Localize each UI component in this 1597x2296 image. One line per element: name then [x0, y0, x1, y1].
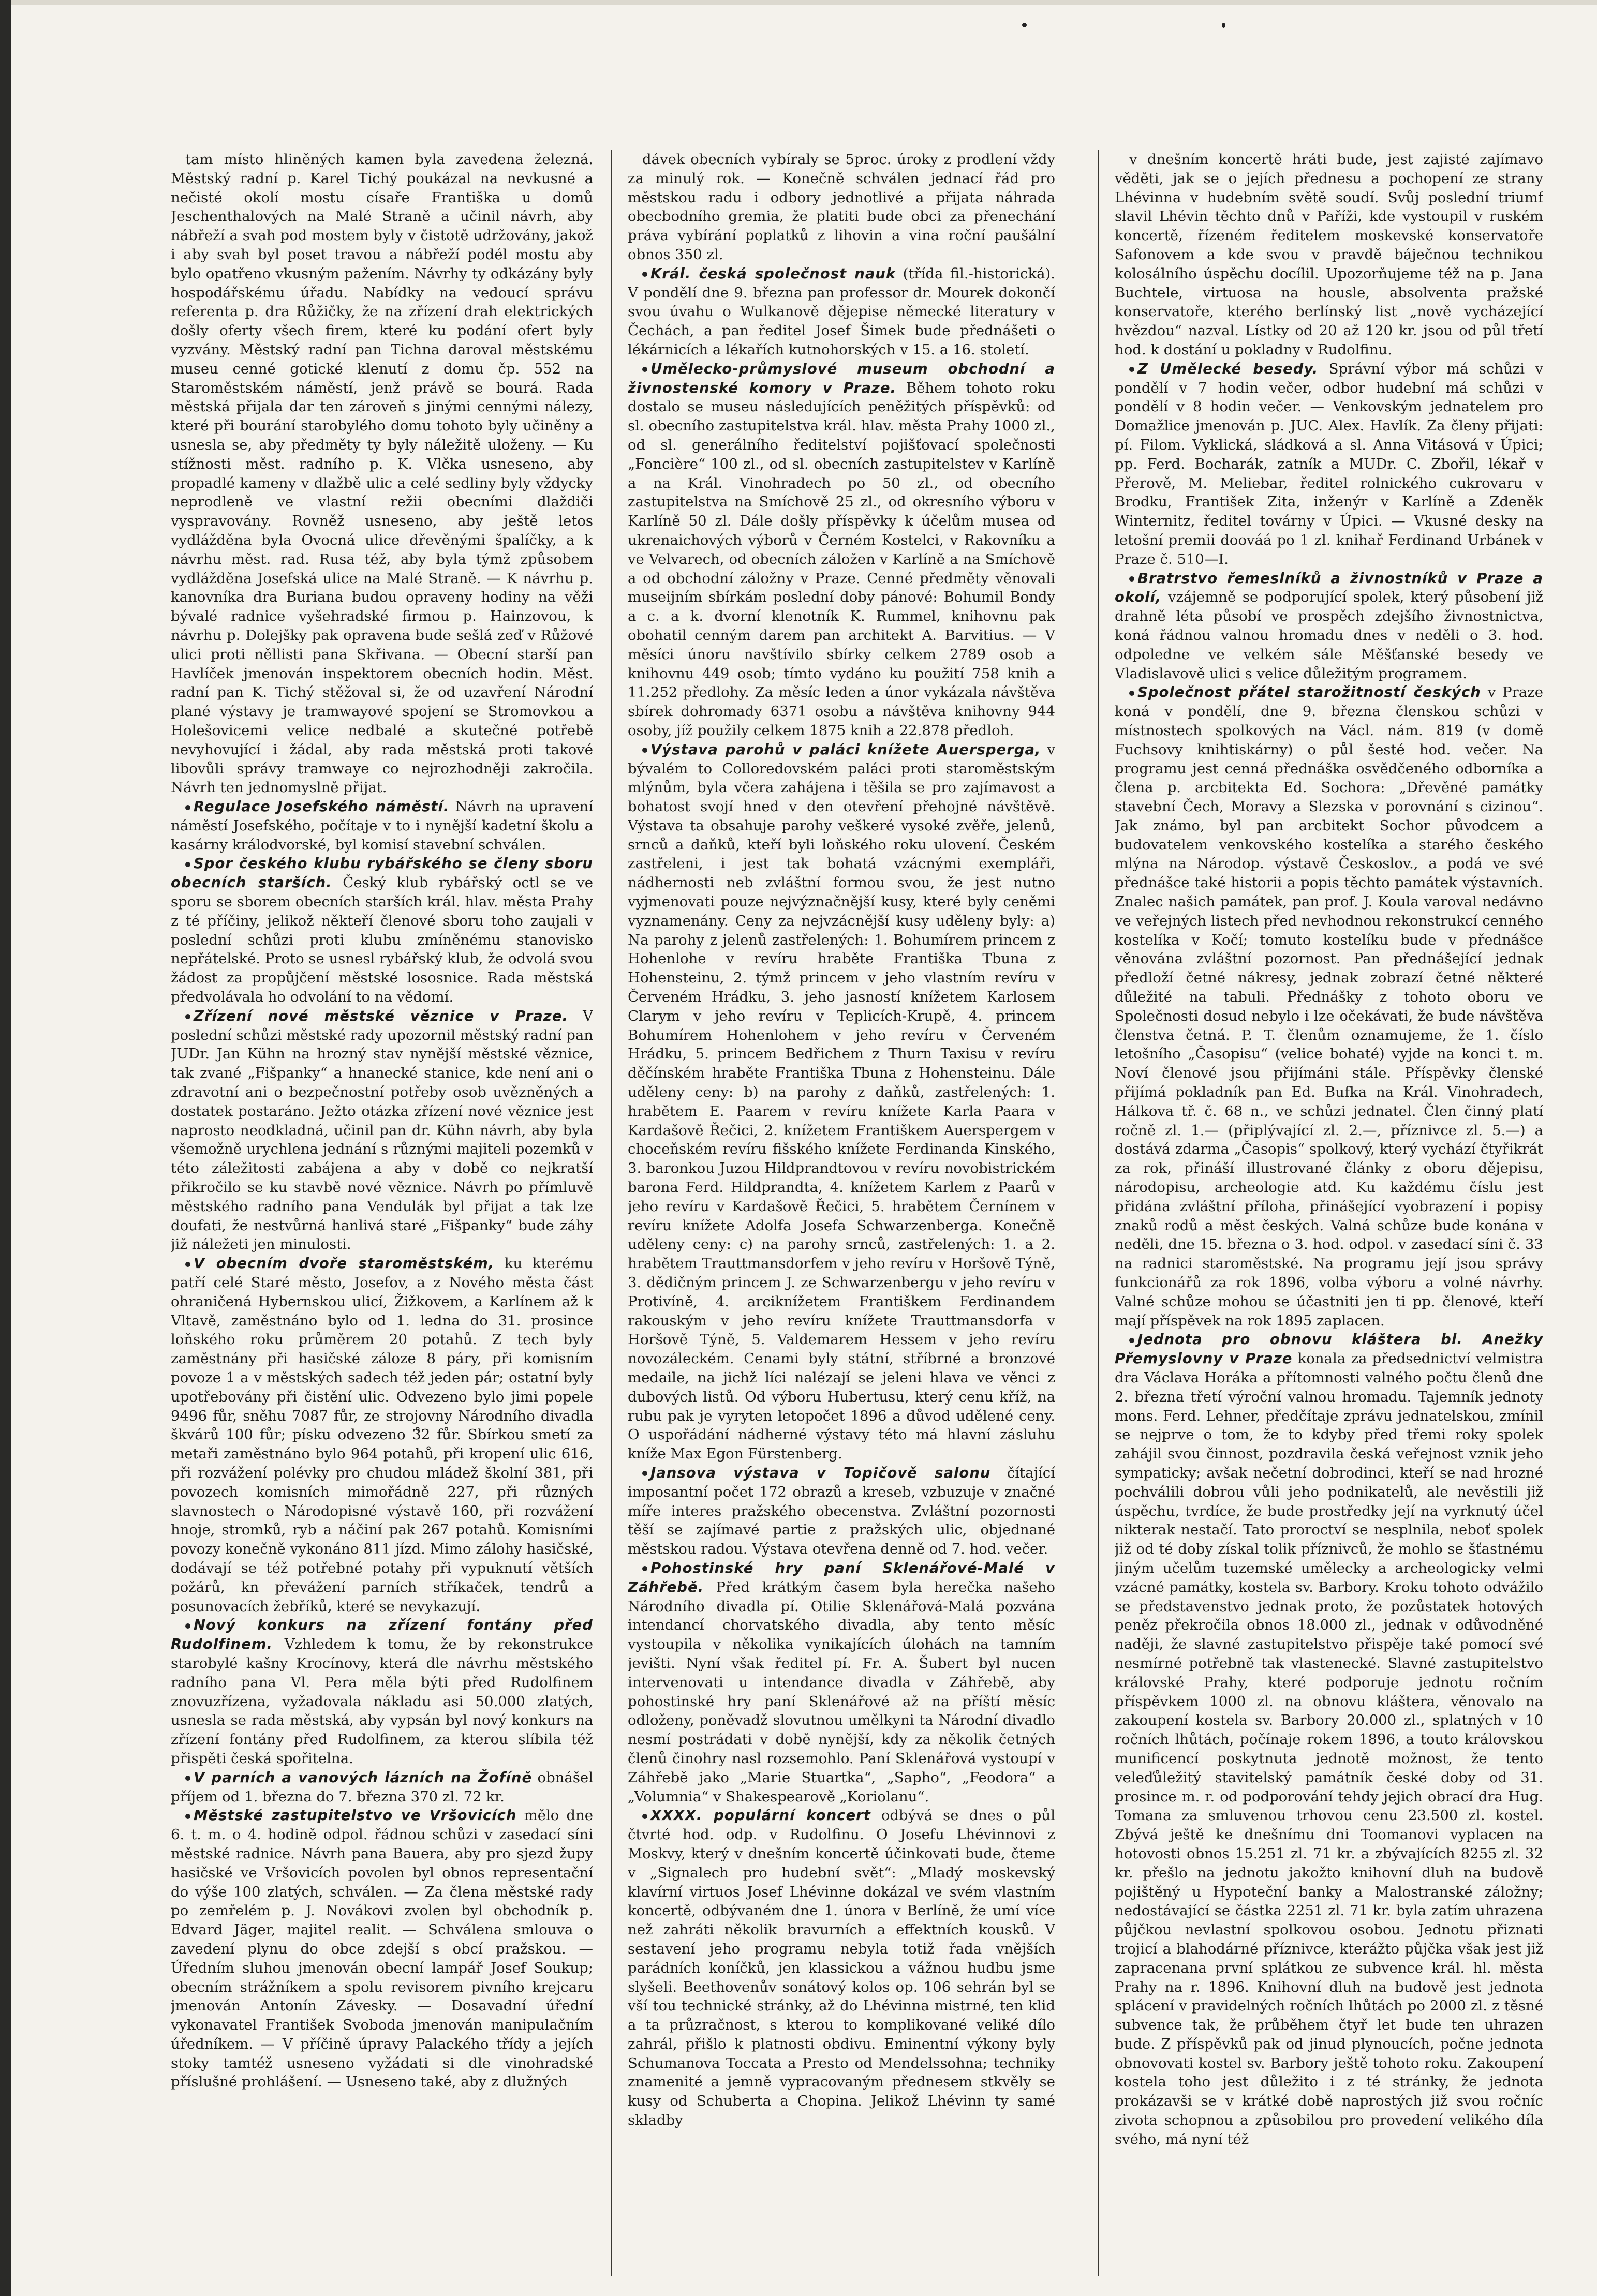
article-heading: Z Umělecké besedy. — [1137, 360, 1319, 377]
article-text: v dnešním koncertě hráti bude, jest zajisté zajímavo věděti, jak se o jejích přednesu a pochopení ze strany Lhévinna v hudebním světě soudí. Svůj poslední triumf slavil Lhévin těchto dnů v Paříži, kde vystoupil v ruském koncertě, řízeném ředitelem moskevské konservatoře Safonovem a kde svou v pravdě báječnou technikou kolosálního úspěchu docílil. Upozorňujeme též na p. Jana Buchtele, virtuosa na housle, absolventa pražské konservatoře, kterého berlínský list „nově vycházející hvězdou“ nazval. Lístky od 20 až 120 kr. jsou od půl třetí hod. k dostání u pokladny v Rudolfinu. — [1115, 151, 1543, 358]
bullet-icon — [642, 1814, 647, 1819]
article-text: Vzhledem k tomu, že by rekonstrukce starobylé kašny Krocínovy, která dle návrhu městského radního pana Vl. Pera měla býti před Rudolfinem znovuzřízena, vyžadovala nákladu asi 50.000 zlatých, usnesla se rada městská, aby vypsán byl nový konkurs na zřízení fontány před Rudolfinem, za kterou slíbila též přispěti česká spořitelna. — [171, 1636, 593, 1767]
article-heading: V parních a vanových lázních na Žofíně — [194, 1769, 533, 1786]
article-text: v bývalém to Colloredovském paláci proti staroměstským mlýnům, byla včera zahájena i těšila se pro zajímavost a bohatost svojí hned v den otevření přehojné návštěvě. Výstava ta obsahuje parohy veškeré vysoké zvěře, jelenů, srnců a daňků, kteří byli loňského roku ulovení. Českém zastřeleni, i jest tak bohatá vzácnými exempláři, nádhernosti neb zvláštní formou svou, že jest nutno vyjmenovati pouze nejvýznačnější kusy, které byly ceněmi vyznamenány. Ceny za nejvzácnější kusy uděleny byly: a) Na parohy z jelenů zastřelených: 1. Bohumírem princem z Hohenlohe v revíru hraběte Františka Tbuna z Hohensteinu, 2. týmž princem v jeho vlastním revíru v Červeném Hrádku, 3. jeho jasností knížetem Karlosem Clarym v jeho revíru v Teplicích-Krupě, 4. princem Bohumírem Hohenlohem v jeho revíru v Červeném Hrádku, 5. princem Bedřichem z Thurn Taxisu v revíru děčínském hraběte Františka Tbuna z Hohensteinu. Dále uděleny ceny: b) na parohy z daňků, zastřelených: 1. hrabětem E. Paarem v revíru knížete Karla Paara v Kardašově Řečici, 2. knížetem Františkem Auerspergem v choceňském revíru fišského knížete Ferdinanda Kinského, 3. baronkou Juzou Hildprandtovou v revíru novobistrickém barona Ferd. Hildprandta, 4. knížetem Karlem z Paarů v jeho revíru v Kardašově Řečici, 5. hrabětem Černínem v revíru knížete Adolfa Josefa Schwarzenberga. Konečně uděleny ceny: c) na parohy srnců, zastřelených: 1. a 2. hrabětem Trauttmansdorfem v jeho revíru v Horšově Týně, 3. dědičným princem J. ze Schwarzenbergu v jeho revíru v Protivíně, 4. arciknížetem Františkem Ferdinandem rakouským v jeho revíru knížete Trauttmansdorfa v Horšově Týně, 5. Valdemarem Hessem v jeho revíru novozáleckém. Cenami byly státní, stříbrné a bronzové medaile, na jichž líci nalézají se jeleni hlava ve věnci z dubových listů. Od výboru Hubertusu, který cenu kříž, na rubu pak je vyryten letopočet 1896 a důvod udělené ceny. O uspořádání nádherné výstavy této má hlavní zásluhu kníže Max Egon Fürstenberg. — [628, 741, 1055, 1463]
article-heading: Nový konkurs na zřízení fontány před Rudolfinem. — [171, 1617, 593, 1653]
ink-speck — [1222, 23, 1225, 28]
article-paragraph — [628, 1464, 1055, 1559]
article-text: Během tohoto roku dostalo se museu následujících peněžitých příspěvků: od sl. obecního zastupitelstva král. hlav. města Prahy 1000 zl., od sl. generálního ředitelství pojišťovací společnosti „Foncière“ 100 zl., od sl. obecních zastupitelstev v Karlíně a na Král. Vinohradech po 50 zl., od obecního zastupitelstva na Smíchově 25 zl., od okresního výboru v Karlíně 50 zl. Dále došly příspěvky k účelům musea od ukrenaichových výborů v Černém Kostelci, v Rakovníku a ve Velvarech, od obecních záložen v Karlíně a na Smíchově a od obchodní záložny v Praze. Cenné předměty věnovali museijním sbírkám poslední doby pánové: Bohumil Bondy a c. a k. dvorní klenotník K. Rummel, knihovnu pak obohatil cenným darem pan architekt A. Barvitius. — V měsíci únoru navštívilo sbírky celkem 2789 osob a knihovnu 449 osob; tímto vydáno ku použití 758 knih a 11.252 předlohy. Za měsíc leden a únor vykázala návštěva sbírek dohromady 6371 osobu a návštěva knihovny 944 osoby, jíž použily celkem 1875 knih a 22.878 předloh. — [628, 379, 1055, 739]
article-paragraph — [1115, 569, 1543, 683]
bullet-icon — [185, 862, 190, 867]
article-text: (třída fil.-historická). V pondělí dne 9. března pan professor dr. Mourek dokončí svou úvahu o Wulkanově dějepise německé literatury v Čechách, a pan ředitel Josef Šimek bude přednášeti o lékárnicích a lékařích kutnohorských v 15. a 16. století. — [628, 265, 1055, 358]
article-heading: Jansova výstava v Topičově salonu — [650, 1464, 991, 1481]
bullet-icon — [185, 1623, 190, 1629]
article-text: obnášel příjem od 1. března do 7. března 370 zl. 72 kr. — [171, 1769, 593, 1805]
column-3 — [1115, 150, 1543, 2276]
article-heading: Král. česká společnost nauk — [650, 265, 896, 282]
bullet-icon — [185, 1776, 190, 1781]
article-text: Český klub rybářský octl se ve sporu se sborem obecních starších král. hlav. města Prahy z té příčiny, jelikož někteří členové sboru toho zaujali v poslední schůzi proti klubu zmíněnému stanovisko nepřátelské. Proto se usnesl rybářský klub, že odvolá svou žádost za propůjčení městské lososnice. Rada městská předvolávala ho odvolání to na vědomí. — [171, 874, 593, 1006]
article-paragraph — [1115, 150, 1543, 360]
article-paragraph — [171, 1254, 593, 1616]
bullet-icon — [642, 748, 647, 753]
column-1 — [171, 150, 593, 2276]
article-text: dávek obecních vybíraly se 5proc. úroky z prodlení vždy za minulý rok. — Konečně schválen jednací řád pro městskou radu i odbory jednotlivé a přijata náhrada obecbodního gremia, že platiti bude obci za přenechání práva vybírání poplatků z lihovin a vina roční paušální obnos 350 zl. — [628, 151, 1055, 263]
article-paragraph — [171, 150, 593, 797]
article-paragraph — [171, 1007, 593, 1254]
article-paragraph — [628, 1559, 1055, 1806]
article-paragraph — [628, 740, 1055, 1464]
article-heading: Společnost přátel starožitností českých — [1137, 684, 1481, 701]
article-text: Správní výbor má schůzi v pondělí v 7 hodin večer, odbor hudební má schůzi v pondělí v 8 hodin večer. — Venkovským jednatelem pro Domažlice jmenován p. JUC. Alex. Havlík. Za členy přijati: pí. Filom. Vyklická, sládková a sl. Anna Vitásová v Úpici; pp. Ferd. Bocharák, zatník a MUDr. C. Zbořil, lékař v Přerově, M. Meliebar, ředitel rolnického cukrovaru v Brodku, František Zita, inženýr v Karlíně a Zdeněk Winternitz, ředitel továrny v Úpici. — Vkusné desky na letošní premii doováá po 1 zl. knihař Ferdinand Urbánek v Praze č. 510—I. — [1115, 360, 1543, 568]
article-heading: Městské zastupitelstvo ve Vršovicích — [194, 1807, 517, 1824]
article-heading: Umělecko-průmyslové museum obchodní a živnostenské komory v Praze. — [628, 360, 1055, 396]
article-paragraph — [171, 1616, 593, 1768]
article-heading: XXXX. populární koncert — [650, 1807, 871, 1824]
article-paragraph — [171, 1806, 593, 2092]
bullet-icon — [642, 272, 647, 277]
article-text: v Praze koná v pondělí, dne 9. března členskou schůzi v místnostech spolkových na Václ. nám. 819 (v domě Fuchsovy knihtiskárny) o půl šesté hod. večer. Na programu jest cenná přednáška osvědčeného odborníka a člena p. arcbitekta Ed. Sochora: „Dřevěné památky stavební Čech, Moravy a Slezska v porovnání s cizinou“. Jak známo, byl pan arcbitekt Sochor původcem a budovatelem venkovského kostelíka a starého českého mlýna na Národop. výstavě Českoslov., a podá ve své přednášce také historii a popis těchto památek výstavních. Znalec našich památek, pan prof. J. Koula varoval nedávno ve veřejných listech před nevhodnou rekonstrukcí cenného kostelíka v Kočí; tomuto kostelíku bude v přednášce věnována zvláštní pozornost. Pan přednášející jednak předloží četné nákresy, jednak zobrazí četné některé důležité na tabuli. Přednášky z tohoto oboru ve Společnosti dosud nebylo i lze očekávati, že bude návštěva členstva četná. P. T. členům oznamujeme, že 1. číslo letošního „Časopisu“ (velice bohaté) vyjde na konci t. m. Noví členové jsou přijímáni stále. Příspěvky členské přijímá pokladník pan Ed. Bufka na Král. Vinohradech, Hálkova tř. č. 68 n., ve schůzi jednatel. Člen činný platí ročně zl. 1.— (připlývající zl. 2.—, příznivce zl. 5.—) a dostává zdarma „Časopis“ spolkový, který vychází čtyřikrát za rok, přináší illustrované články z oboru dějepisu, národopisu, archeologie atd. Ku každému číslu jest přidána zvláštní příloha, přinášející vyobrazení i popisy znaků rodů a měst českých. Valná schůze bude konána v neděli, dne 15. března o 3. hod. odpol. v zasedací síni č. 33 na radnici staroměstské. Na programu její jsou správy funkcionářů za rok 1896, volba výboru a volné návrhy. Valné schůze mohou se účastniti jen ti pp. členové, kteří mají příspěvek na rok 1895 zaplacen. — [1115, 684, 1543, 1329]
article-heading: Jednota pro obnovu kláštera bl. Anežky Přemyslovny v Praze — [1115, 1331, 1543, 1367]
article-heading: Bratrstvo řemeslníků a živnostníků v Praze a okolí, — [1115, 570, 1543, 606]
article-paragraph — [1115, 1330, 1543, 2149]
article-heading: Regulace Josefského náměstí. — [194, 798, 450, 815]
article-paragraph — [628, 1806, 1055, 2130]
article-heading: Zřízení nové městské věznice v Praze. — [194, 1007, 568, 1024]
scan-left-edge — [0, 0, 11, 2296]
bullet-icon — [642, 1566, 647, 1571]
article-paragraph — [1115, 683, 1543, 1330]
bullet-icon — [1129, 1338, 1134, 1343]
article-text: vzájemně se podporující spolek, který působení již drahně léta působí ve prospěch zdejšího živnostnictva, koná řádnou valnou hromadu dnes v neděli o 3. hod. odpoledne ve velkém sále Měšťanské besedy ve Vladislavově ulici s velice důležitým programem. — [1115, 589, 1543, 682]
bullet-icon — [185, 1262, 190, 1267]
ink-speck — [1022, 23, 1027, 27]
article-paragraph — [171, 797, 593, 854]
article-text: Před krátkým časem byla herečka našeho Národního divadla pí. Otilie Sklenářová-Malá pozvána intendancí chorvatského divadla, aby tento měsíc vystoupila v několika vynikajících úlohách na tamním jevišti. Nyní však ředitel pí. Fr. A. Šubert byl nucen intervenovati u intendance divadla v Záhřebě, aby pohostinské hry paní Sklenářové až na příští měsíc odloženy, poněvadž slovutnou umělkyni ta Národní divadlo nesmí postrádati v době nynější, kdy za několik četných členů činohry nasl rozsemohlo. Paní Sklenářová vystoupí v Záhřebě jako „Marie Stuartka“, „Sapho“, „Feodora“ a „Volumnia“ v Shakespearově „Koriolanu“. — [628, 1578, 1055, 1805]
bullet-icon — [1129, 691, 1134, 696]
article-text: Návrh na upravení náměstí Josefského, počítaje v to i nynější kadetní školu a kasárny králodvorské, byl komisí stavební schválen. — [171, 798, 593, 853]
article-heading: V obecním dvoře staroměstském, — [194, 1255, 495, 1272]
article-paragraph — [628, 360, 1055, 740]
article-paragraph — [171, 1768, 593, 1807]
bullet-icon — [642, 1471, 647, 1476]
column-2 — [628, 150, 1055, 2276]
bullet-icon — [642, 367, 647, 372]
article-paragraph — [1115, 360, 1543, 569]
bullet-icon — [185, 1014, 190, 1019]
bullet-icon — [185, 1814, 190, 1819]
article-text: čítající imposantní počet 172 obrazů a kreseb, vzbuzuje v značné míře interes pražského obecenstva. Zvláštní pozornosti těší se zajímavé partie z pražských ulic, objednané městskou radou. Výstava otevřena denně od 7. hod. večer. — [628, 1464, 1055, 1558]
article-text: odbývá se dnes o půl čtvrté hod. odp. v Rudolfinu. O Josefu Lhévinnovi z Moskvy, který v dnešním koncertě účinkovati bude, čteme v „Signalech pro hudební svět“: „Mladý moskevský klavírní virtuos Josef Lhévinne dokázal ve svém vlastním koncertě, odbývaném dne 1. února v Berlíně, že umí více než zahráti několik bravurních a effektních kousků. V sestavení jeho programu nebyla totiž řada vnějších parádních koníčků, jen klassickou a vážnou hudbu jsme slyšeli. Beethovenův sonátový kolos op. 106 sehrán byl se vší tou technické stránky, až do Lhévinna mistrné, ten klid a ta průzračnost, s kterou to komplikované veliké dílo zahrál, přišlo k platnosti obdivu. Eminentní výkony byly Schumanova Toccata a Presto od Mendelssohna; techniky znamenité a jemně vypracovaným přednesem stkvěly se kusy od Schuberta a Chopina. Jelikož Lhévinn ty samé skladby — [628, 1807, 1055, 2129]
column-divider — [1098, 150, 1099, 2276]
article-heading: Výstava parohů v paláci knížete Auersperga, — [650, 741, 1041, 758]
article-text: ku kterému patří celé Staré město, Josefov, a z Nového města část ohraničená Hybernskou ulicí, Žižkovem, a Karlínem až k Vltavě, zaměstnáno bylo od 1. ledna do 31. prosince loňského roku průměrem 20 potahů. Z tech byly zaměstnány při hasičské záloze 8 páry, při komisním povoze 1 a v městských sadech též jeden pár; ostatní byly upotřebovány při čistění ulic. Odvezeno bylo jimi popele 9496 fůr, sněhu 7087 fůr, ze strojovny Národního divadla škvárů 100 fůr; písku odvezeno 3̊2 fůr. Sbírkou smetí za metaři zaměstnáno bylo 964 potahů, při kropení ulic 616, při rozvážení polévky pro chudou mládež školní 381, při povozech komisních mimořádně 227, při různých slavnostech o Národopisné výstavě 160, při rozvážení hnoje, stromků, ryb a náčiní pak 267 potahů. Komisními povozy konečně vykonáno 811 jízd. Mimo zálohy hasičské, dodávají se též potřebné potahy při vypuknutí větších požárů, kn převážení parních stříkaček, tendrů a posunovacích žebříků, které se nevykazují. — [171, 1255, 593, 1615]
scan-top-edge — [0, 0, 1597, 5]
column-divider — [611, 150, 612, 2276]
article-heading: Pohostinské hry paní Sklenářové-Malé v Záhřebě. — [628, 1559, 1055, 1596]
bullet-icon — [185, 805, 190, 810]
bullet-icon — [1129, 367, 1134, 372]
article-text: V poslední schůzi městské rady upozornil městský radní pan JUDr. Jan Kühn na hrozný stav nynější městské věznice, tak zvané „Fišpanky“ a hnanecké stanice, kde není ani o zdravotní ani o bezpečnostní potřeby osob uvězněných a dostatek postaráno. Ježto otázka zřízení nové věznice jest naprosto neodkladná, učinil pan dr. Kühn návrh, aby byla všemožně urychlena jednání s různými majiteli pozemků v této záležitosti zabájena a aby v době co nejkratší přikročilo se ku stavbě nové věznice. Návrh po přímluvě městského radního pana Vendulák byl přijat a tak lze doufati, že nestvůrná hanlivá staré „Fišpanky“ bude záhy již náležeti jen minulosti. — [171, 1007, 593, 1253]
article-text: tam místo hliněných kamen byla zavedena železná. Městský radní p. Karel Tichý poukázal na nevkusné a nečisté okolí mostu císaře Františka u domů Jeschenthalových na Malé Straně a učinil návrh, aby nábřeží a svah pod mostem byly v čistotě udržovány, jakož i aby svah byl poset travou a nábřeží podél mostu aby bylo opatřeno vkusným pažením. Návrhy ty odkázány byly hospodářskému úřadu. Nabídky na vedoucí správu referenta p. dra Růžičky, že na zřízení drah elektrických došly oferty všech firem, které ku podání ofert byly vyzvány. Městský radní pan Tichna daroval městskému museu cenné gotické klenutí z domu čp. 552 na Staroměstském náměstí, jenž právě se bourá. Rada městská přijala dar ten zároveň s jinými cennými nálezy, které při bourání starobylého domu tohoto byly učiněny a usnesla se, aby předměty ty byly náležitě uloženy. — Ku stížnosti měst. radního p. K. Vlčka usneseno, aby propadlé kameny v dlažbě ulic a celé sedliny byly vždycky neprodleně ve vlastní režii obecními dlaždiči vyspravovány. Rovněž usneseno, aby ještě letos vydlážděna byla Ovocná ulice dřevěnými špalíčky, a k návrhu měst. rad. Rusa též, aby byla týmž způsobem vydlážděna Josefská ulice na Malé Straně. — K návrhu p. kanovníka dra Buriana budou opraveny hodiny na věži bývalé radnice vyšehradské firmou p. Hainzovou, k návrhu p. Dolejšky pak opravena bude sešlá zeď v Růžové ulici proti něllisti pana Skřivana. — Obecní starší pan Havlíček jmenován inspektorem obecních hodin. Měst. radní pan K. Tichý stěžoval si, že od uzavření Národní plané výstavy je tramwayové spojení se Stromovkou a Holešovicemi velice nedbalé a skutečné potřebě nevyhovující i žádal, aby rada městská proti takové libovůli správy tramwaye co nejrozhodněji zakročila. Návrh ten jednomyslně přijat. — [171, 151, 593, 796]
article-heading: Spor českého klubu rybářského se členy sboru obecních starších. — [171, 855, 593, 891]
article-paragraph — [628, 150, 1055, 264]
article-text: konala za předsednictví velmistra dra Václava Horáka a přítomnosti valného počtu členů dne 2. března třetí výroční valnou hromadu. Tajemník jednoty mons. Ferd. Lehner, předčítaje zprávu jednatelskou, zmínil se nejprve o tom, že to kdyby před třemi roky spolek zahájil svou činnost, pozdravila česká veřejnost vznik jeho sympaticky; avšak nečetní dobrodinci, kteří se nad hrozné pochválili dobrou vůli jeho podnikatelů, ale nevěstili již úspěchu, tvrdíce, že bude prostředky její na vyrknutý účel nikterak nestačí. Tato proroctví se nesplnila, neboť spolek již od té doby získal tolik příznivců, že mohlo se šťastnému jiným učelům tuzemské umělecky a archeologicky velmi vzácné památky, kostela sv. Barbory. Kroku tohoto odvážilo se představenstvo jednak proto, že pozůstatek hotových peněz překročila obnos 18.000 zl., jednak v odůvodněné naději, že slavné zastupitelstvo přispěje také pomocí své nesmírné potřebně tak vlastenecké. Slavné zastupitelstvo královské Prahy, které podporuje jednotu ročním příspěvkem 1000 zl. na obnovu kláštera, věnovalo na zakoupení kostela sv. Barbory 20.000 zl., splatných v 10 ročních lhůtách, počínaje rokem 1896, a touto královskou munificencí poskytnuta jednotě možnost, že tento veleďůležitý stavitelský památník české doby od 31. prosince m. r. od podporování tehdy jejich obrací dra Hug. Tomana za smluvenou trhovou cenu 23.500 zl. kostel. Zbývá ještě ke dnešnímu dni Toomanovi vyplacen na hotovosti obnos 15.251 zl. 71 kr. a zbývajících 8255 zl. 32 kr. přešlo na jednotu jakožto knihovní dluh na budově pojištěný u Hypoteční banky a Malostranské záložny; nedostávající se částka 2251 zl. 71 kr. byla zatím uhrazena půjčkou nevlastní spolkovou osobou. Jednotu přiznati trojicí a blahodárné příznivce, kterážto půjčka však jest již zapracenana první splátkou ze subvence král. hl. města Prahy na r. 1896. Knihovní dluh na budově jest jednota splácení v pravidelných ročních lhůtách po 2000 zl. z těsné subvence tak, že průběhem čtyř let bude ten uhrazen bude. Z příspěvků pak od jinud plynoucích, počne jednota obnovovati kostel sv. Barbory ještě tohoto roku. Zakoupení kostela toho jest důležito i z té stránky, že jednota prokázavši se v krátké době naprostých již svou ročníc zivota schopnou a způsobilou pro provedení velikého díla svého, má nyní též — [1115, 1350, 1543, 2148]
article-paragraph — [628, 264, 1055, 360]
article-paragraph — [171, 854, 593, 1006]
article-text: mělo dne 6. t. m. o 4. hodině odpol. řádnou schůzi v zasedací síni městské radnice. Návrh pana Bauera, aby pro sjezd župy hasičské ve Vršovicích povolen byl obnos representační do výše 100 zlatých, schválen. — Za člena městské rady po zemřelém p. J. Novákovi zvolen byl obchodník p. Edvard Jäger, majitel realit. — Schválena smlouva o zavedení plynu do obce zdejší s obcí pražskou. — Úředním sluhou jmenován obecní lampář Josef Soukup; obecním strážníkem a spolu revisorem pivního krejcaru jmenován Antonín Závesky. — Dosavadní úřední vykonavatel František Svoboda jmenován manipulačním úředníkem. — V příčině úpravy Palackého třídy a jejích stoky tamtéž usneseno vyžádati si dle vinohradské příslušné prohlášení. — Usneseno také, aby z dlužných — [171, 1807, 593, 2091]
bullet-icon — [1129, 576, 1134, 582]
